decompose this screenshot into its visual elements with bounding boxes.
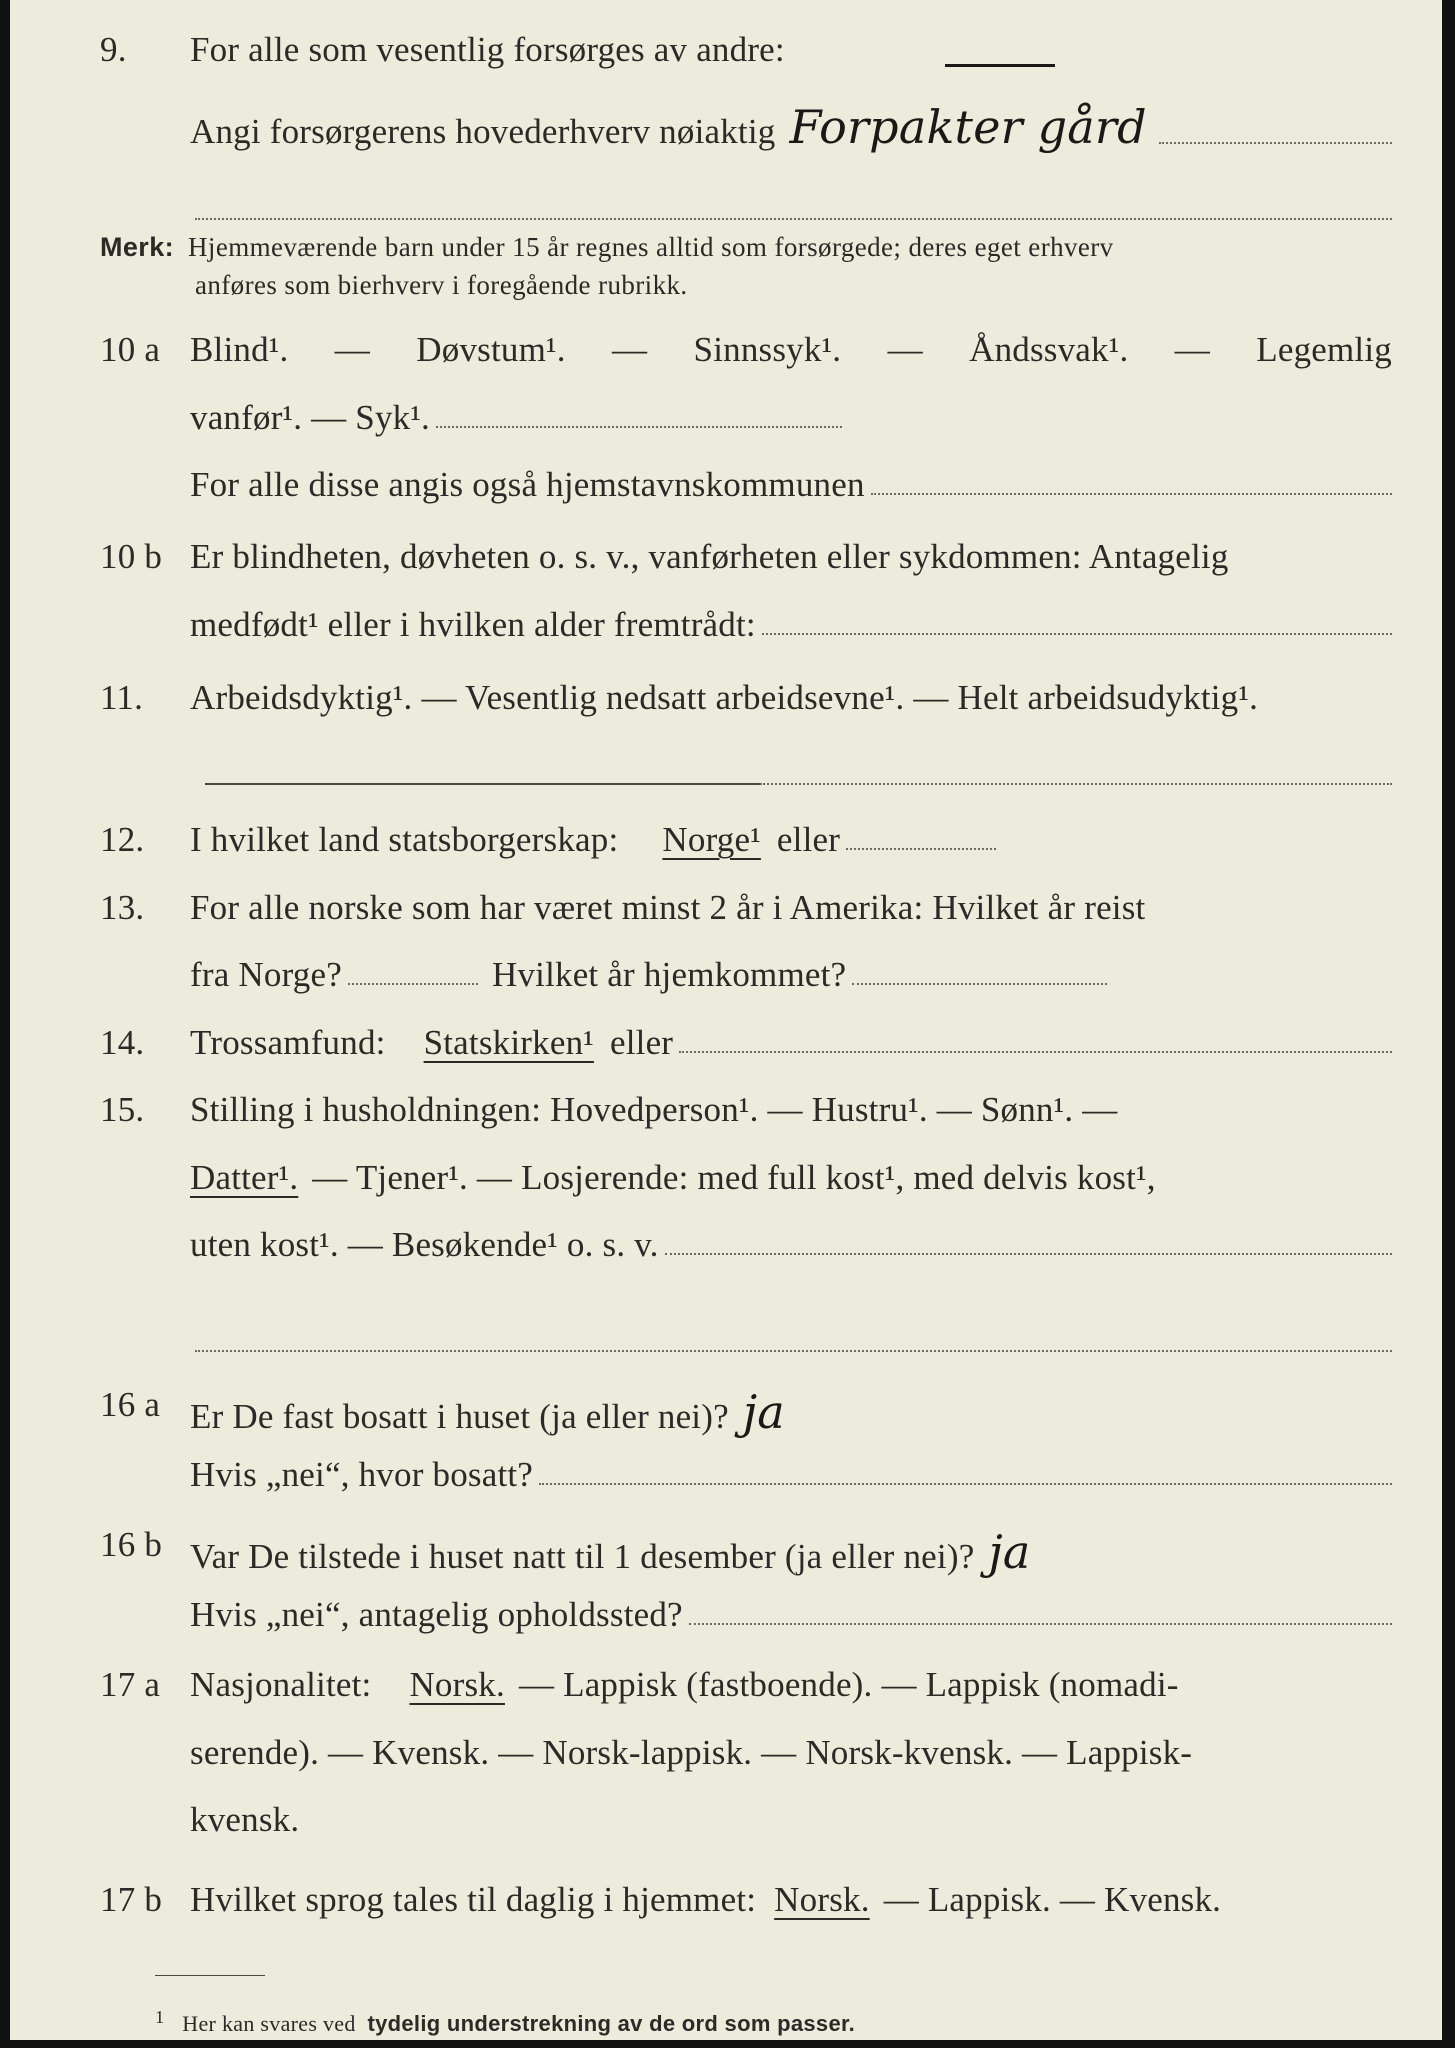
q17a-line2 bbox=[10, 1733, 1442, 1795]
footnote bbox=[155, 2007, 855, 2037]
q10b-line1 bbox=[10, 537, 1442, 599]
q16a-line1 bbox=[10, 1385, 1442, 1447]
q15-datter-underlined[interactable]: Datter¹. bbox=[190, 1158, 299, 1197]
q11-text1: Arbeidsdyktig¹. — Vesentlig nedsatt arbeidsevne¹. — Helt arbeidsudyktig¹. bbox=[190, 678, 1259, 717]
q12-norge-underlined[interactable]: Norge¹ bbox=[662, 820, 761, 859]
q15-text1: Stilling i husholdningen: Hovedperson¹. — Hustru¹. — Sønn¹. — bbox=[190, 1090, 1118, 1129]
merk-note bbox=[100, 228, 1392, 304]
q13-line1 bbox=[10, 888, 1442, 950]
q15-line1 bbox=[10, 1090, 1442, 1152]
q12-number: 12. bbox=[100, 820, 145, 859]
q17b-number: 17 b bbox=[100, 1880, 163, 1919]
q17b-text-rest: — Lappisk. — Kvensk. bbox=[883, 1880, 1222, 1919]
q11-solid-line bbox=[205, 783, 760, 785]
q15-extra-line bbox=[195, 1350, 1392, 1352]
q14-line1 bbox=[10, 1023, 1442, 1085]
q10a-line3 bbox=[10, 465, 1442, 527]
q17a-line1 bbox=[10, 1665, 1442, 1727]
q16b-handwritten-answer[interactable]: ja bbox=[988, 1525, 1031, 1579]
q10b-line2 bbox=[10, 605, 1442, 667]
q10a-option-6: Åndssvak¹. bbox=[969, 330, 1129, 369]
q17a-text3: kvensk. bbox=[190, 1800, 300, 1839]
q13-text2a: fra Norge? bbox=[190, 955, 342, 994]
q10a-text3: For alle disse angis også hjemstavnskommunen bbox=[190, 465, 865, 504]
q10a-option-8: Legemlig bbox=[1256, 330, 1392, 369]
q9-line2 bbox=[10, 100, 1442, 162]
handwritten-dash bbox=[945, 64, 1055, 67]
q12-text: I hvilket land statsborgerskap: bbox=[190, 820, 619, 859]
q10a-options bbox=[190, 330, 1392, 370]
q15-text3: uten kost¹. — Besøkende¹ o. s. v. bbox=[190, 1225, 659, 1264]
q16b-text2: Hvis „nei“, antagelig opholdssted? bbox=[190, 1595, 683, 1634]
q13-number: 13. bbox=[100, 888, 145, 927]
q11-dotted-line bbox=[760, 783, 1392, 785]
q16a-answer-line bbox=[539, 1483, 1392, 1485]
q13-reist-line bbox=[348, 983, 478, 985]
q10a-answer-line bbox=[436, 426, 842, 428]
q17a-text: Nasjonalitet: bbox=[190, 1665, 372, 1704]
footnote-rule bbox=[155, 1975, 265, 1976]
q14-text: Trossamfund: bbox=[190, 1023, 386, 1062]
q10a-number: 10 a bbox=[100, 330, 161, 369]
q15-text2: — Tjener¹. — Losjerende: med full kost¹, med delvis kost¹, bbox=[312, 1158, 1156, 1197]
merk-line2: anføres som bierhverv i foregående rubrikk. bbox=[195, 270, 688, 300]
q9-text1: For alle som vesentlig forsørges av andre: bbox=[190, 30, 785, 69]
q16a-number: 16 a bbox=[100, 1385, 161, 1424]
q10a-option-3: — bbox=[612, 330, 648, 369]
q10a-line1 bbox=[10, 330, 1442, 392]
q16b-line1 bbox=[10, 1525, 1442, 1587]
q17a-text1rest: — Lappisk (fastboende). — Lappisk (nomadi- bbox=[518, 1665, 1179, 1704]
q9-extra-line bbox=[195, 218, 1392, 220]
q11-number: 11. bbox=[100, 678, 144, 717]
q10b-text1: Er blindheten, døvheten o. s. v., vanførheten eller sykdommen: Antagelig bbox=[190, 537, 1229, 576]
q17b-norsk-underlined[interactable]: Norsk. bbox=[774, 1880, 870, 1919]
q11-line1 bbox=[10, 678, 1442, 740]
q16b-answer-line bbox=[689, 1623, 1392, 1625]
q10a-option-0: Blind¹. bbox=[190, 330, 289, 369]
q16a-text1: Er De fast bosatt i huset (ja eller nei)? bbox=[190, 1397, 729, 1436]
merk-label: Merk: bbox=[100, 232, 175, 262]
q9-answer-line bbox=[1159, 142, 1392, 144]
footnote-bold: tydelig understrekning av de ord som passer. bbox=[367, 2011, 856, 2037]
q9-line1 bbox=[10, 30, 1442, 92]
q10a-option-7: — bbox=[1174, 330, 1210, 369]
q15-answer-line bbox=[665, 1253, 1392, 1255]
q9-handwritten-answer[interactable]: Forpakter gård bbox=[789, 100, 1147, 154]
q12-eller: eller bbox=[776, 820, 841, 859]
q10a-option-2: Døvstum¹. bbox=[416, 330, 566, 369]
q12-line1 bbox=[10, 820, 1442, 882]
q10a-text2: vanfør¹. — Syk¹. bbox=[190, 398, 430, 437]
q15-line2 bbox=[10, 1158, 1442, 1220]
footnote-mark: 1 bbox=[155, 2007, 165, 2027]
q15-number: 15. bbox=[100, 1090, 145, 1129]
q10a-line2 bbox=[10, 398, 1442, 460]
q16a-line2 bbox=[10, 1455, 1442, 1517]
footnote-plain: Her kan svares ved bbox=[182, 2011, 356, 2037]
q10a-option-5: — bbox=[887, 330, 923, 369]
q13-line2 bbox=[10, 955, 1442, 1017]
merk-line1: Hjemmeværende barn under 15 år regnes alltid som forsørgede; deres eget erhverv bbox=[188, 232, 1114, 262]
q10b-number: 10 b bbox=[100, 537, 163, 576]
q17a-line3 bbox=[10, 1800, 1442, 1862]
q15-line3 bbox=[10, 1225, 1442, 1287]
q17b-line1 bbox=[10, 1880, 1442, 1942]
q13-text1: For alle norske som har været minst 2 år i Amerika: Hvilket år reist bbox=[190, 888, 1146, 927]
q16b-text1: Var De tilstede i huset natt til 1 desember (ja eller nei)? bbox=[190, 1537, 975, 1576]
q16a-handwritten-answer[interactable]: ja bbox=[742, 1385, 785, 1439]
q14-number: 14. bbox=[100, 1023, 145, 1062]
q17a-text2: serende). — Kvensk. — Norsk-lappisk. — Norsk-kvensk. — Lappisk- bbox=[190, 1733, 1193, 1772]
q17a-number: 17 a bbox=[100, 1665, 161, 1704]
q10a-hometown-line bbox=[871, 493, 1392, 495]
q10b-answer-line bbox=[762, 633, 1392, 635]
census-form-page bbox=[10, 0, 1442, 2040]
q16b-line2 bbox=[10, 1595, 1442, 1657]
q10a-option-1: — bbox=[334, 330, 370, 369]
q10b-text2: medfødt¹ eller i hvilken alder fremtrådt: bbox=[190, 605, 756, 644]
q9-number: 9. bbox=[100, 30, 127, 69]
q9-text2: Angi forsørgerens hovederhverv nøiaktig bbox=[190, 112, 776, 151]
q16a-text2: Hvis „nei“, hvor bosatt? bbox=[190, 1455, 534, 1494]
q14-statskirken-underlined[interactable]: Statskirken¹ bbox=[423, 1023, 594, 1062]
q17b-text: Hvilket sprog tales til daglig i hjemmet: bbox=[190, 1880, 757, 1919]
q16b-number: 16 b bbox=[100, 1525, 163, 1564]
q13-text2b: Hvilket år hjemkommet? bbox=[491, 955, 847, 994]
q17a-norsk-underlined[interactable]: Norsk. bbox=[409, 1665, 505, 1704]
q14-eller: eller bbox=[609, 1023, 674, 1062]
q14-answer-line bbox=[679, 1051, 1392, 1053]
q13-hjemkommet-line bbox=[852, 983, 1107, 985]
q12-answer-line bbox=[846, 848, 996, 850]
q10a-option-4: Sinnssyk¹. bbox=[693, 330, 842, 369]
